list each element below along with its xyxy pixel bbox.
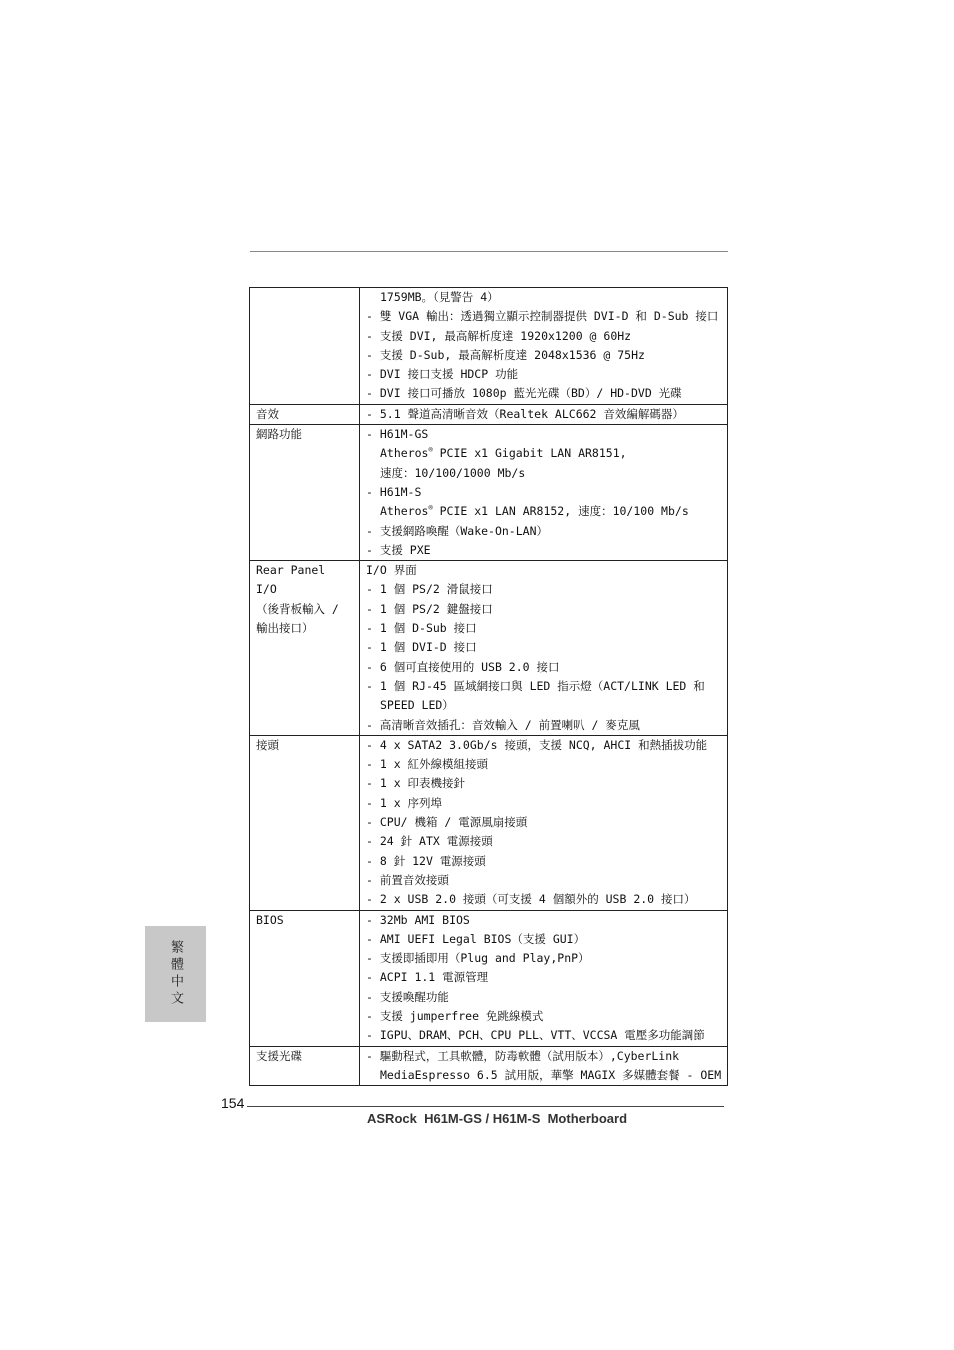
spec-line (360, 677, 727, 696)
spec-line (360, 949, 727, 968)
spec-line (360, 365, 727, 384)
spec-line-text: - H61M-GS (366, 427, 429, 442)
spec-line (360, 288, 727, 307)
top-rule (250, 251, 728, 252)
spec-line (360, 890, 727, 909)
spec-line (360, 736, 727, 755)
spec-line-text: - DVI 接口支援 HDCP 功能 (366, 367, 519, 382)
spec-label: I/O (256, 582, 277, 597)
footer-title: ASRock H61M-GS / H61M-S Motherboard (367, 1111, 628, 1126)
spec-label (250, 365, 359, 384)
spec-label: 支援光碟 (256, 1048, 302, 1063)
spec-line-text: SPEED LED） (380, 698, 454, 713)
spec-label: Rear Panel (256, 563, 326, 578)
spec-line-text: - 支援 DVI, 最高解析度達 1920x1200 @ 60Hz (366, 328, 632, 343)
spec-label (250, 384, 359, 403)
spec-label (250, 346, 359, 365)
spec-line-text: - 支援 D-Sub, 最高解析度達 2048x1536 @ 75Hz (366, 347, 645, 362)
spec-label-cell (250, 910, 360, 1046)
spec-label-cell (250, 735, 360, 910)
registered-mark: ® (428, 446, 433, 455)
spec-line (360, 1007, 727, 1026)
spec-line-text: - 支援即插即用（Plug and Play,PnP） (366, 951, 590, 966)
spec-line-text: - ACPI 1.1 電源管理 (366, 970, 489, 985)
spec-line (360, 1026, 727, 1045)
spec-line-text: - 6 個可直接使用的 USB 2.0 接口 (366, 659, 560, 674)
spec-row (250, 735, 728, 910)
spec-line (360, 346, 727, 365)
spec-line-text: - 前置音效接頭 (366, 872, 449, 887)
spec-line (360, 405, 727, 424)
footer-rule (247, 1106, 724, 1107)
spec-line-text: - DVI 接口可播放 1080p 藍光光碟（BD）/ HD-DVD 光碟 (366, 386, 682, 401)
spec-row (250, 404, 728, 424)
spec-line (360, 483, 727, 502)
spec-line-text: Atheros (380, 446, 429, 461)
spec-line-text: - 高清晰音效插孔：音效輸入 / 前置喇叭 / 麥克風 (366, 717, 640, 732)
spec-line (360, 638, 727, 657)
spec-line (360, 774, 727, 793)
spec-line-text: - 1 x 紅外線模組接頭 (366, 757, 489, 772)
spec-line-text: - IGPU、DRAM、PCH、CPU PLL、VTT、VCCSA 電壓多功能調節 (366, 1028, 705, 1043)
spec-line (360, 619, 727, 638)
spec-line-text: - 支援 jumperfree 免跳線模式 (366, 1008, 544, 1023)
spec-line (360, 307, 727, 326)
spec-line-text: - 2 x USB 2.0 接頭（可支援 4 個額外的 USB 2.0 接口） (366, 892, 696, 907)
spec-value-cell (360, 425, 728, 561)
spec-line (360, 464, 727, 483)
spec-label-cell (250, 561, 360, 736)
spec-table (249, 287, 728, 1086)
spec-row (250, 288, 728, 405)
spec-line-text: 速度：10/100/1000 Mb/s (380, 465, 526, 480)
spec-label: BIOS (256, 912, 284, 927)
spec-line-text: - 24 針 ATX 電源接頭 (366, 834, 493, 849)
spec-line (360, 541, 727, 560)
spec-value-cell (360, 910, 728, 1046)
spec-line-text: - 32Mb AMI BIOS (366, 912, 470, 927)
spec-label-cell (250, 288, 360, 405)
spec-line (360, 813, 727, 832)
registered-mark: ® (428, 504, 433, 513)
spec-row (250, 561, 728, 736)
spec-line-text: - 支援網路喚醒（Wake-On-LAN） (366, 523, 549, 538)
spec-label-cell (250, 404, 360, 424)
language-side-tab (145, 926, 206, 1022)
spec-line (360, 968, 727, 987)
spec-label: 音效 (256, 406, 279, 421)
spec-line-text: - 8 針 12V 電源接頭 (366, 853, 486, 868)
spec-row (250, 1046, 728, 1086)
spec-line-text: - 1 x 序列埠 (366, 795, 443, 810)
spec-line (360, 327, 727, 346)
spec-value-cell (360, 1046, 728, 1086)
spec-label: （後背板輸入 / (256, 601, 339, 616)
spec-line-text: - 1 個 D-Sub 接口 (366, 621, 477, 636)
spec-line-text: PCIE x1 LAN AR8152, 速度：10/100 Mb/s (432, 504, 689, 519)
spec-line-text: - 支援喚醒功能 (366, 989, 449, 1004)
spec-label: 接頭 (256, 737, 279, 752)
spec-line (360, 600, 727, 619)
spec-line-text: Atheros (380, 504, 429, 519)
spec-line-text: - AMI UEFI Legal BIOS（支援 GUI） (366, 931, 586, 946)
spec-line-text: - 1 個 PS/2 滑鼠接口 (366, 582, 493, 597)
spec-row (250, 910, 728, 1046)
spec-label (250, 288, 359, 307)
spec-line-text: - 1 x 印表機接針 (366, 776, 466, 791)
spec-line (360, 425, 727, 444)
spec-label: 輸出接口） (256, 621, 314, 636)
spec-line (360, 1066, 727, 1085)
spec-line-text: - 雙 VGA 輸出：透過獨立顯示控制器提供 DVI-D 和 D-Sub 接口 (366, 309, 719, 324)
spec-label-cell (250, 1046, 360, 1086)
spec-label (250, 327, 359, 346)
spec-line (360, 444, 727, 463)
spec-line (360, 755, 727, 774)
spec-line (360, 852, 727, 871)
spec-line (360, 384, 727, 403)
spec-row (250, 425, 728, 561)
spec-line-text: 1759MB。（見警告 4） (380, 290, 499, 304)
spec-value-cell (360, 561, 728, 736)
spec-line (360, 832, 727, 851)
spec-line-text: - 1 個 RJ-45 區域網接口與 LED 指示燈（ACT/LINK LED 和 (366, 678, 705, 693)
spec-line-text: - 4 x SATA2 3.0Gb/s 接頭，支援 NCQ, AHCI 和熱插拔功能 (366, 737, 708, 752)
spec-line (360, 716, 727, 735)
spec-line (360, 696, 727, 715)
spec-label: 網路功能 (256, 427, 302, 442)
spec-line (360, 930, 727, 949)
spec-line (360, 1047, 727, 1066)
spec-line-text: PCIE x1 Gigabit LAN AR8151, (432, 446, 627, 461)
spec-line (360, 522, 727, 541)
spec-line (360, 911, 727, 930)
spec-line-text: - H61M-S (366, 484, 422, 499)
spec-value-cell (360, 288, 728, 405)
spec-line-text: - 支援 PXE (366, 542, 431, 557)
spec-line-text: - CPU/ 機箱 / 電源風扇接頭 (366, 815, 528, 830)
spec-line (360, 502, 727, 521)
spec-line (360, 658, 727, 677)
page-number: 154 (221, 1095, 245, 1111)
spec-label (250, 307, 359, 326)
spec-label-cell (250, 425, 360, 561)
language-side-tab-label: 繁體中文 (168, 940, 183, 1008)
spec-value-cell (360, 735, 728, 910)
spec-value-cell (360, 404, 728, 424)
spec-line-text: MediaEspresso 6.5 試用版，華擎 MAGIX 多媒體套餐 - OEM (380, 1067, 722, 1082)
spec-line (360, 988, 727, 1007)
spec-line (360, 871, 727, 890)
spec-line-text: I/O 界面 (366, 563, 417, 578)
spec-line (360, 580, 727, 599)
spec-line-text: - 1 個 PS/2 鍵盤接口 (366, 601, 493, 616)
spec-line-text: - 1 個 DVI-D 接口 (366, 640, 477, 655)
spec-line (360, 794, 727, 813)
spec-line-text: - 驅動程式，工具軟體，防毒軟體（試用版本）,CyberLink (366, 1048, 680, 1063)
spec-line (360, 561, 727, 580)
spec-line-text: - 5.1 聲道高清晰音效（Realtek ALC662 音效編解碼器） (366, 406, 684, 421)
